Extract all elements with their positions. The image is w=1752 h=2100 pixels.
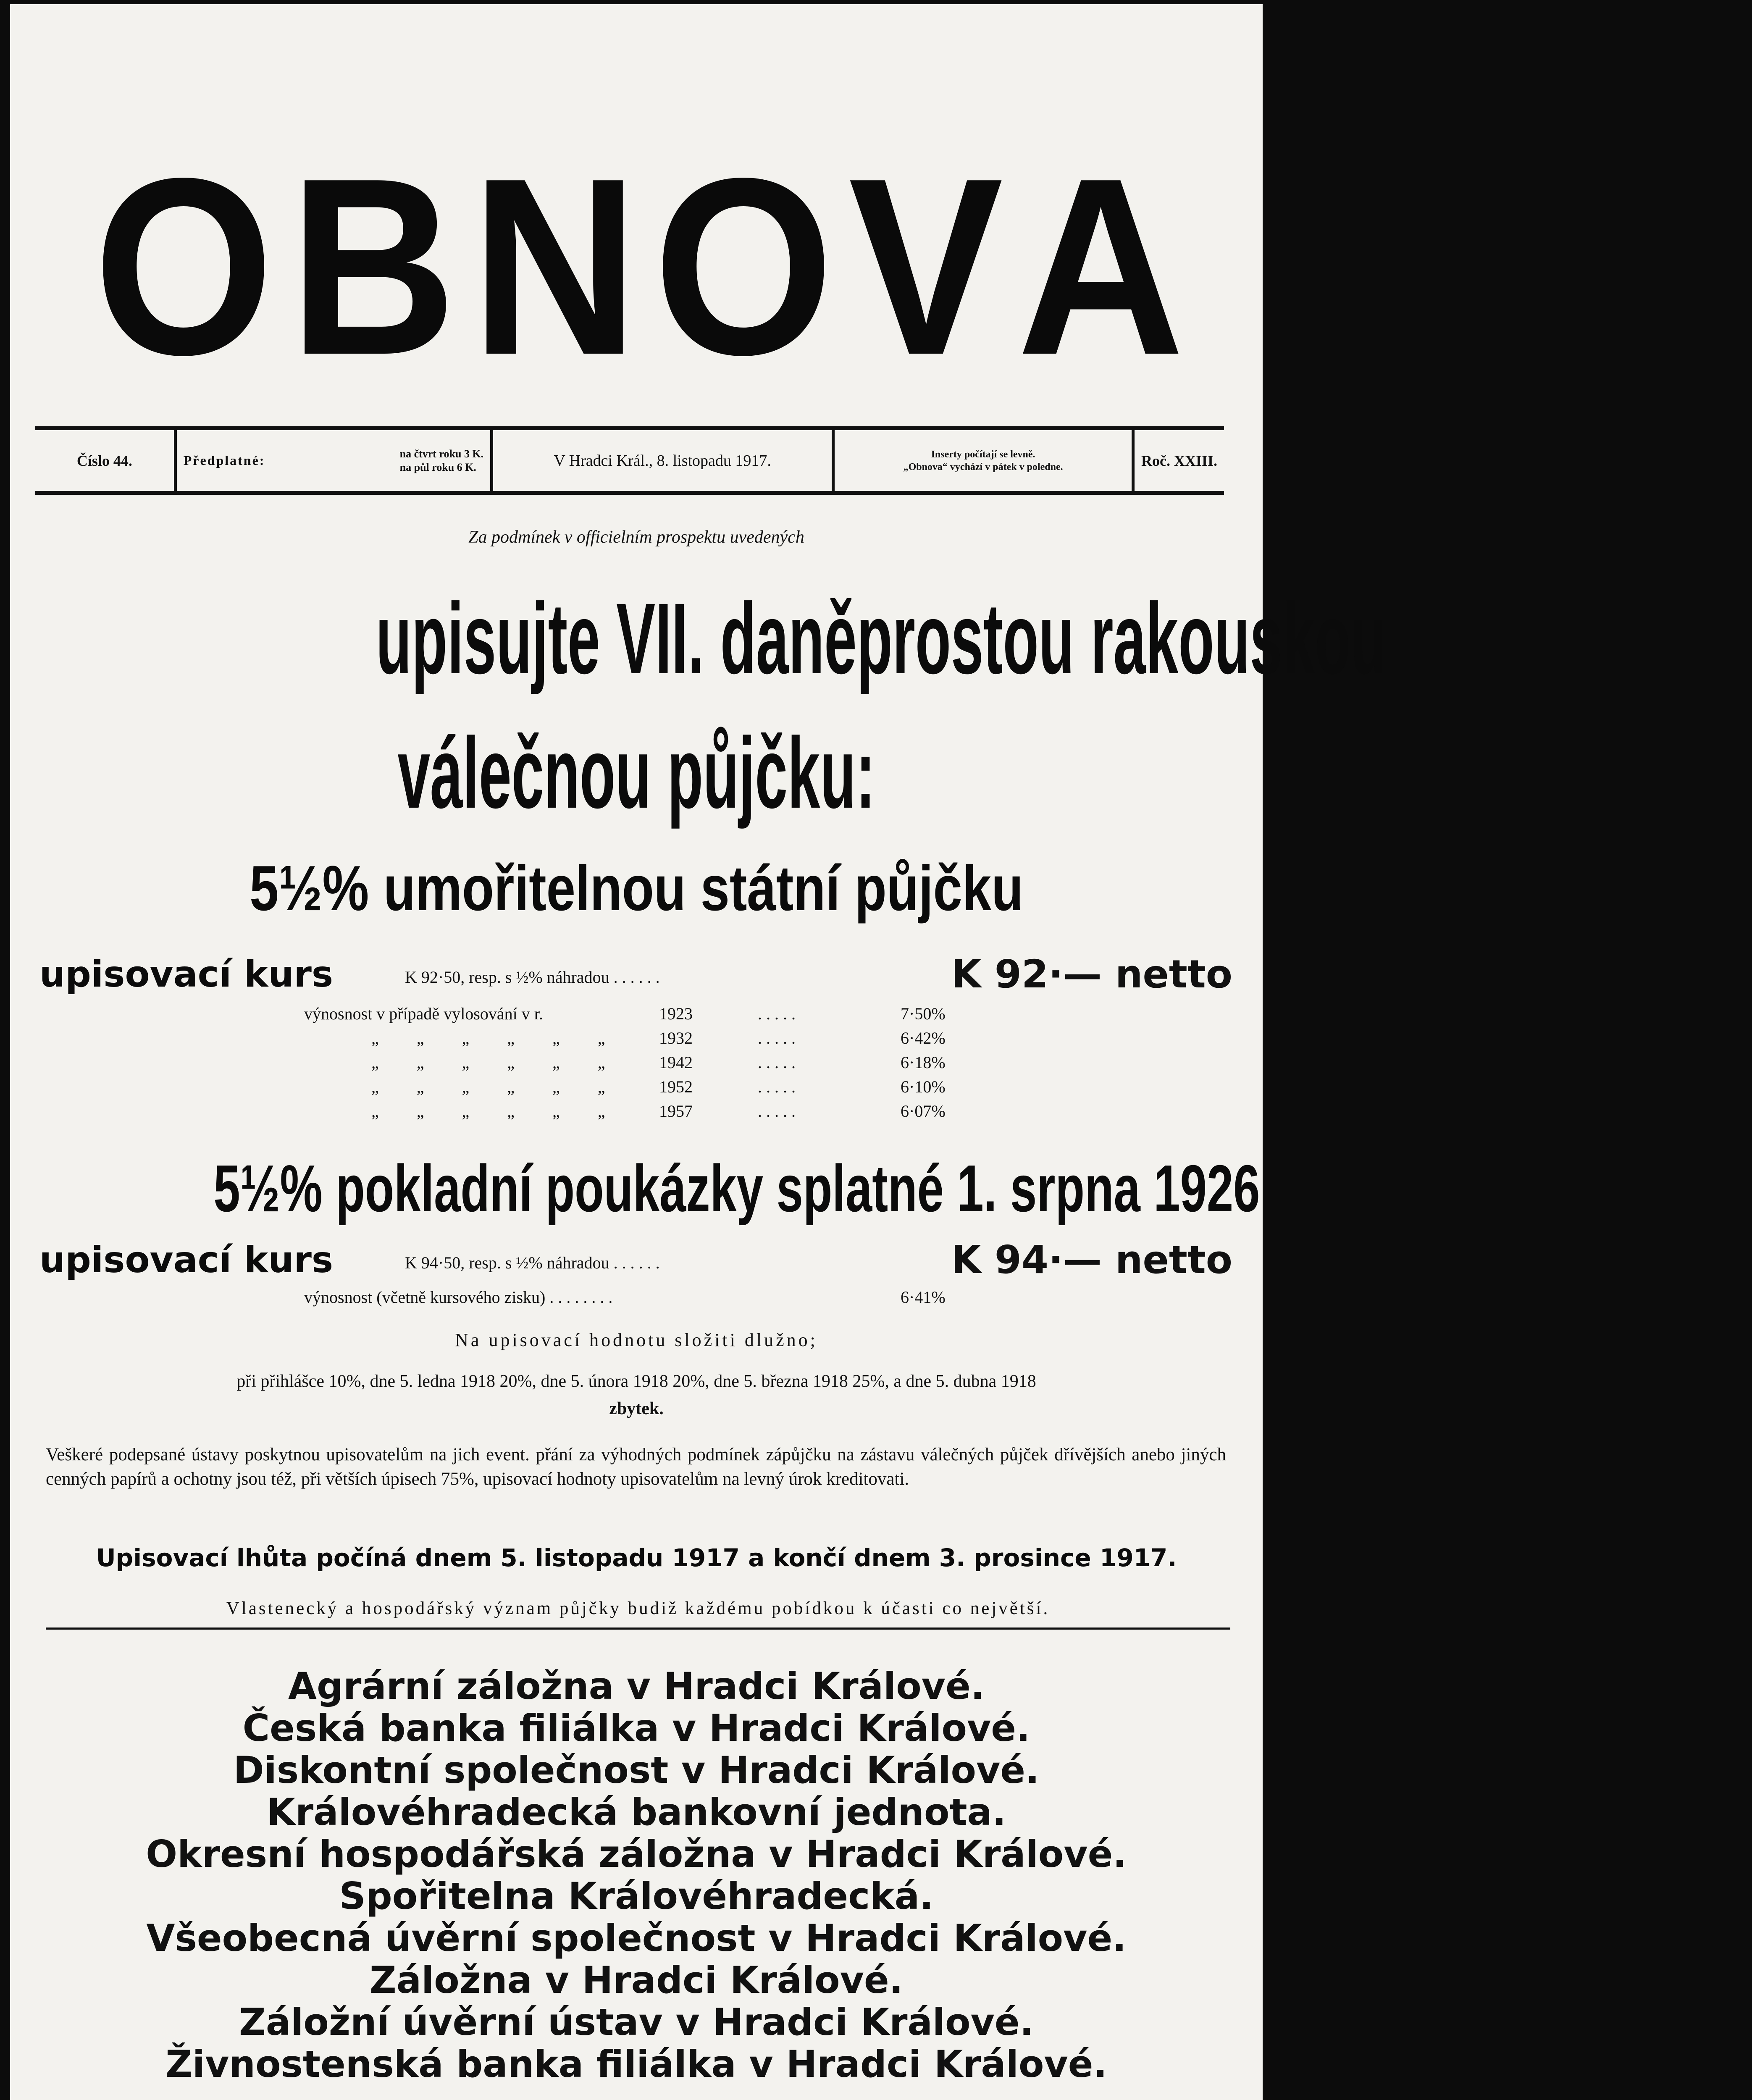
masthead-letter: B [289, 126, 457, 407]
intro-line: Za podmínek v officielním prospektu uvedených [468, 528, 804, 547]
section-2-yield-row [10, 1287, 1263, 1312]
yield-year: 1932 [659, 1029, 693, 1047]
yield-dots: . . . . . [758, 1029, 796, 1047]
masthead-letter: V [848, 126, 1003, 407]
volume: Roč. XXIII. [1132, 430, 1224, 491]
masthead-letter: A [1017, 126, 1185, 407]
yield-year: 1952 [659, 1077, 693, 1096]
headline-2: válečnou půjčku: [397, 717, 875, 829]
bank-name: Záložna v Hradci Králové. [369, 1958, 904, 2002]
info-bar [35, 426, 1224, 495]
inserts-line-2: „Obnova“ vychází v pátek v poledne. [903, 461, 1063, 472]
yield-value: 6·42% [901, 1029, 946, 1047]
section-1-heading-wrap [10, 853, 1263, 924]
yield-label: „ „ „ „ „ „ [371, 1053, 622, 1072]
yield-text: výnosnost (včetně kursového zisku) . . . . . . . . [304, 1288, 613, 1307]
inserts-box [832, 430, 1132, 491]
yield-value: 6·10% [901, 1077, 946, 1096]
yield-year: 1957 [659, 1102, 693, 1121]
yield-label: „ „ „ „ „ „ [371, 1029, 622, 1047]
yield-dots: . . . . . [758, 1102, 796, 1121]
yield-year: 1923 [659, 1004, 693, 1023]
bank-name: Česká banka filiálka v Hradci Králové. [242, 1706, 1030, 1750]
yield-row [10, 1101, 1263, 1126]
yield-value: 6·07% [901, 1102, 946, 1121]
yield-year: 1942 [659, 1053, 693, 1072]
headline-1-wrap [10, 582, 1387, 695]
section-2-heading: 5½% pokladní poukázky splatné 1. srpna 1926 [213, 1152, 1260, 1226]
subscription-text: K 94·50, resp. s ½% náhradou . . . . . . [405, 1253, 660, 1272]
masthead-letter: O [93, 126, 274, 407]
payment-line-2: při přihlášce 10%, dne 5. ledna 1918 20%, dne 5. února 1918 20%, dne 5. března 1918 25%, a dne 5. dubna 1918 [236, 1372, 1036, 1391]
institutions-paragraph: Veškeré podepsané ústavy poskytnou upisovatelům na jich event. přání za výhodných podmínek zápůjčku na zástavu válečných půjček dřívějších anebo jiných cenných papírů a ochotny jsou též, při větších úpisech 75%, upisovací hodnoty upisovatelům na levný úrok kreditovati. [46, 1445, 1226, 1489]
subscription-text: K 92·50, resp. s ½% náhradou . . . . . . [405, 968, 660, 987]
newspaper-page [10, 4, 1387, 2100]
yield-value: 7·50% [901, 1004, 946, 1023]
yield-dots: . . . . . [758, 1053, 796, 1072]
subscription-value: K 94·— netto [951, 1237, 1232, 1282]
yield-row [10, 1053, 1263, 1077]
section-2-heading-wrap [10, 1151, 1263, 1226]
bank-name: Záložní úvěrní ústav v Hradci Králové. [239, 2000, 1034, 2044]
payment-line-3: zbytek. [609, 1399, 664, 1418]
masthead-letter: O [653, 126, 834, 407]
yield-label: „ „ „ „ „ „ [371, 1102, 622, 1121]
section-1-subscription-row [39, 951, 1232, 998]
payment-line-1: Na upisovací hodnotu složiti dlužno; [455, 1330, 818, 1350]
yield-table [10, 1004, 1263, 1130]
subscription-quarter: na čtvrt roku 3 K. [399, 447, 484, 460]
yield-row [10, 1028, 1263, 1053]
bank-list [10, 1665, 1263, 2085]
bank-name: Živnostenská banka filiálka v Hradci Králové. [165, 2042, 1107, 2086]
yield-label: výnosnost v případě vylosování v r. [304, 1004, 543, 1023]
headline-2-wrap [10, 718, 1263, 827]
bank-name: Agrární záložna v Hradci Králové. [288, 1664, 985, 1708]
issue-number: Číslo 44. [76, 452, 132, 469]
headline-1: upisujte VII. daněprostou rakouskou [376, 582, 1387, 695]
bank-name: Diskontní společnost v Hradci Králové. [233, 1748, 1040, 1792]
yield-value: 6·41% [901, 1288, 946, 1307]
yield-label: „ „ „ „ „ „ [371, 1077, 622, 1096]
subscription-half: na půl roku 6 K. [399, 461, 476, 473]
subscription-prices [400, 447, 484, 474]
bank-name: Všeobecná úvěrní společnost v Hradci Králové. [146, 1916, 1127, 1960]
section-1-heading: 5½% umořitelnou státní půjčku [249, 853, 1024, 924]
yield-row [10, 1004, 1263, 1028]
masthead [86, 126, 1185, 407]
inserts-line-1: Inserty počítají se levně. [931, 449, 1035, 460]
subscription-label: upisovací kurs [39, 953, 334, 995]
section-2-subscription-row [39, 1237, 1232, 1283]
place-date: V Hradci Král., 8. listopadu 1917. [490, 430, 832, 491]
patriotic-line-wrap [46, 1598, 1230, 1630]
deadline-line: Upisovací lhůta počíná dnem 5. listopadu 1917 a končí dnem 3. prosince 1917. [96, 1544, 1177, 1572]
bank-name: Okresní hospodářská záložna v Hradci Králové. [146, 1832, 1127, 1876]
masthead-letter: N [471, 126, 638, 407]
yield-value: 6·18% [901, 1053, 946, 1072]
subscription-label: upisovací kurs [39, 1239, 334, 1281]
patriotic-line: Vlastenecký a hospodářský význam půjčky budiž každému pobídkou k účasti co největší. [226, 1599, 1050, 1618]
subscription-value: K 92·— netto [951, 952, 1232, 997]
yield-dots: . . . . . [758, 1077, 796, 1096]
yield-dots: . . . . . [758, 1004, 796, 1023]
bank-name: Spořitelna Královéhradecká. [339, 1874, 934, 1918]
subscription-box [174, 430, 490, 491]
subscription-label: Předplatné: [183, 453, 265, 468]
bank-name: Královéhradecká bankovní jednota. [266, 1790, 1006, 1834]
yield-row [10, 1077, 1263, 1101]
